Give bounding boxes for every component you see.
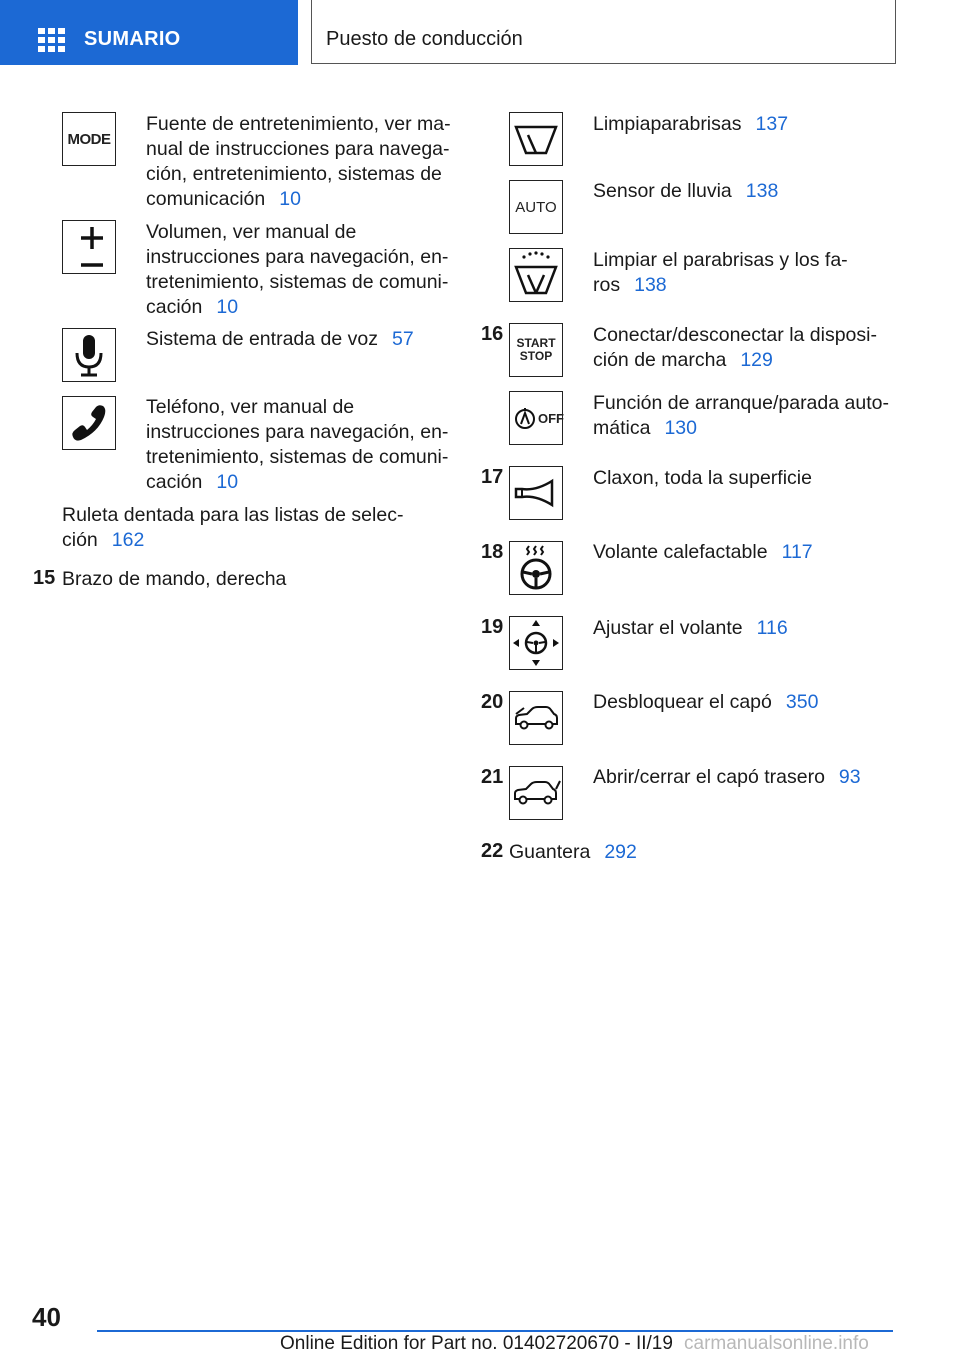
- item-number: 17: [481, 466, 504, 488]
- item-number: 19: [481, 616, 504, 638]
- grid-menu-icon: [38, 28, 66, 52]
- item-number: 18: [481, 541, 504, 563]
- list-item: Limpiaparabrisas 137: [593, 113, 789, 135]
- sumario-nav-button[interactable]: [0, 0, 298, 65]
- list-item: Conectar/desconectar la disposi- ción de marcha 129: [593, 324, 877, 371]
- steering-adjust-icon: [509, 616, 563, 670]
- list-item: Volante calefactable 117: [593, 541, 813, 563]
- page-ref-link[interactable]: 117: [781, 541, 813, 563]
- page-ref-link[interactable]: 162: [111, 529, 145, 551]
- page-ref-link[interactable]: 350: [785, 691, 819, 713]
- list-item: Volumen, ver manual de instrucciones para navegación, en- tretenimiento, sistemas de comuni- cación 10: [146, 221, 449, 318]
- section-title: Puesto de conducción: [326, 28, 523, 50]
- section-header: [311, 0, 896, 64]
- list-item: Teléfono, ver manual de instrucciones para navegación, en- tretenimiento, sistemas de comuni- cación 10: [146, 396, 449, 493]
- list-item: Brazo de mando, derecha: [62, 568, 287, 590]
- list-item: Fuente de entretenimiento, ver ma- nual de instrucciones para navega- ción, entretenimiento, sistemas de comunicación 10: [146, 113, 451, 210]
- list-item: Guantera 292: [509, 841, 637, 863]
- heated-steering-wheel-icon: [509, 541, 563, 595]
- page-ref-link[interactable]: 10: [216, 471, 239, 493]
- item-number: 20: [481, 691, 504, 713]
- auto-start-stop-off-icon: OFF: [509, 391, 563, 445]
- list-item: Claxon, toda la superficie: [593, 467, 812, 489]
- footer-divider: [97, 1330, 893, 1332]
- hood-release-icon: [509, 691, 563, 745]
- page-ref-link[interactable]: 138: [745, 180, 779, 202]
- page-ref-link[interactable]: 129: [740, 349, 773, 371]
- volume-plus-minus-icon: [62, 220, 116, 274]
- list-item: Ruleta dentada para las listas de selec- ción 162: [62, 504, 404, 551]
- item-number: 22: [481, 840, 504, 862]
- microphone-icon: [62, 328, 116, 382]
- page-ref-link[interactable]: 292: [604, 841, 637, 863]
- mode-icon: MODE: [62, 112, 116, 166]
- page-ref-link[interactable]: 10: [279, 188, 301, 210]
- wiper-icon: [509, 112, 563, 166]
- washer-icon: [509, 248, 563, 302]
- page-ref-link[interactable]: 10: [216, 296, 239, 318]
- page-ref-link[interactable]: 93: [838, 766, 861, 788]
- horn-icon: [509, 466, 563, 520]
- page-ref-link[interactable]: 57: [391, 328, 414, 350]
- sumario-label: SUMARIO: [84, 28, 181, 50]
- start-stop-icon: START STOP: [509, 323, 563, 377]
- item-number: 21: [481, 766, 504, 788]
- list-item: Abrir/cerrar el capó trasero 93: [593, 766, 861, 788]
- list-item: Sensor de lluvia 138: [593, 180, 779, 202]
- page-ref-link[interactable]: 116: [756, 617, 788, 639]
- list-item: Limpiar el parabrisas y los fa- ros 138: [593, 249, 848, 296]
- page-ref-link[interactable]: 130: [664, 417, 697, 439]
- list-item: Sistema de entrada de voz 57: [146, 328, 414, 350]
- watermark: carmanualsonline.info: [684, 1333, 869, 1354]
- tailgate-icon: [509, 766, 563, 820]
- phone-icon: [62, 396, 116, 450]
- edition-text: Online Edition for Part no. 01402720670 - II/19: [280, 1333, 673, 1354]
- page-number: 40: [32, 1302, 61, 1332]
- item-number: 15: [33, 567, 56, 589]
- list-item: Ajustar el volante 116: [593, 617, 788, 639]
- list-item: Desbloquear el capó 350: [593, 691, 819, 713]
- page-ref-link[interactable]: 137: [755, 113, 789, 135]
- list-item: Función de arranque/parada auto- mática 130: [593, 392, 889, 439]
- auto-icon: AUTO: [509, 180, 563, 234]
- page-ref-link[interactable]: 138: [634, 274, 667, 296]
- item-number: 16: [481, 323, 504, 345]
